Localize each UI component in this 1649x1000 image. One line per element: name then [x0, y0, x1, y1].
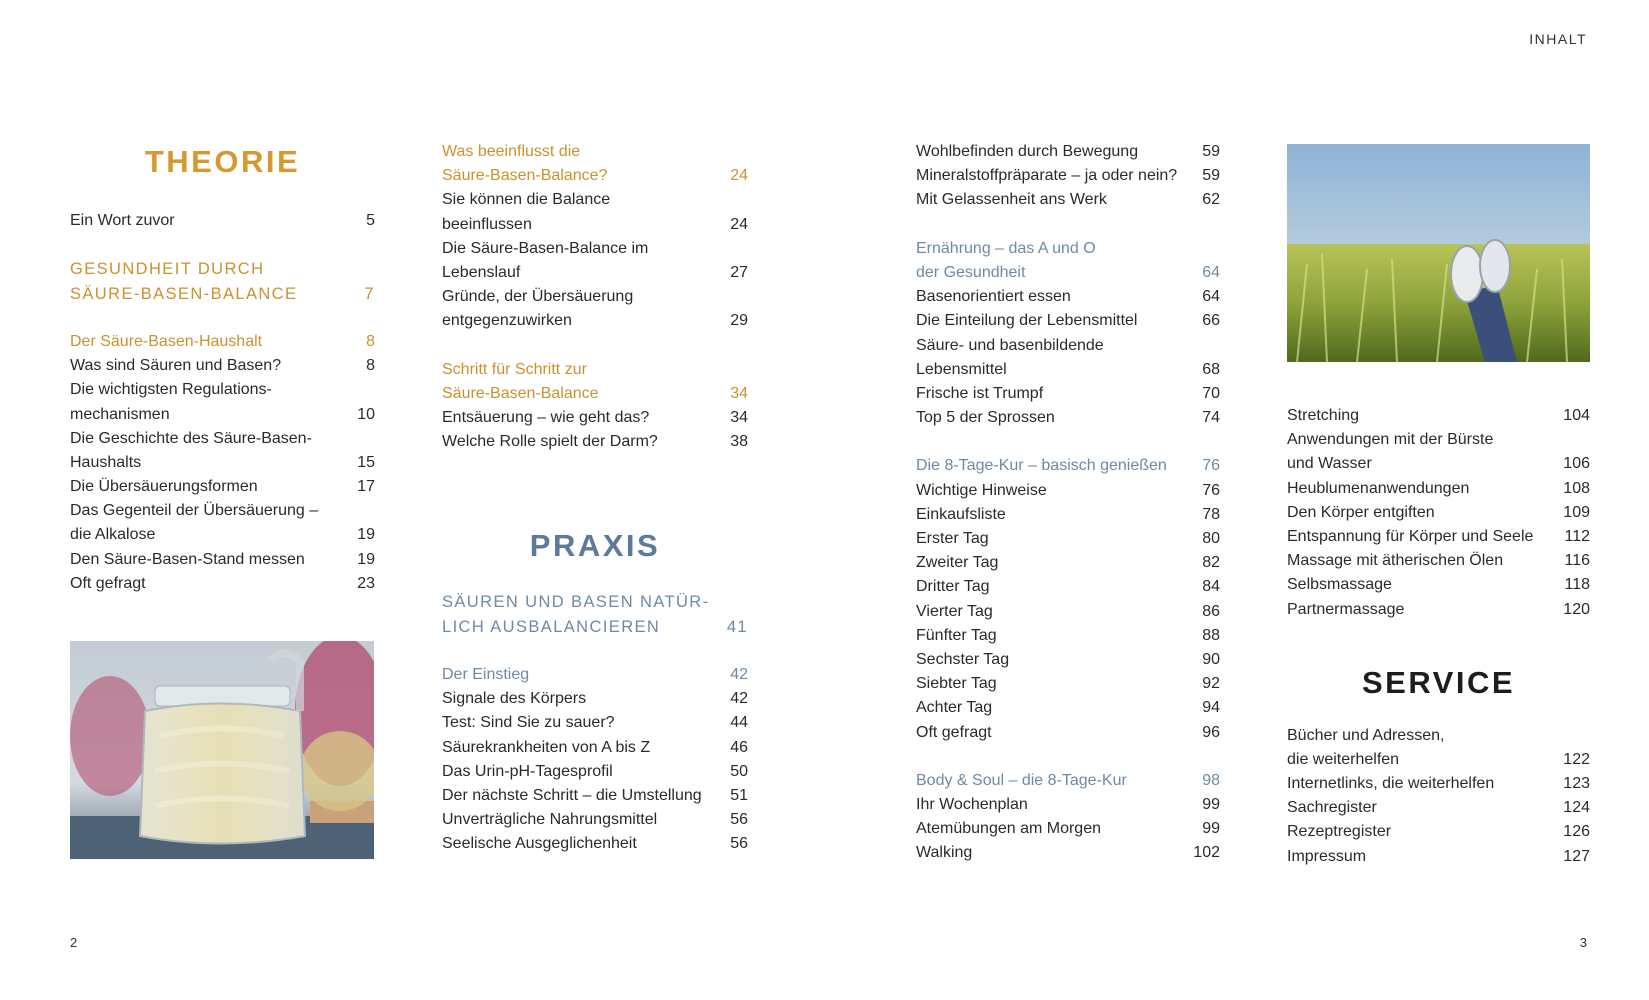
toc-chapter: SÄURE-BASEN-BALANCE 7 [70, 284, 375, 303]
toc-entry: Die Übersäuerungsformen 17 [70, 478, 375, 496]
toc-entry: und Wasser 106 [1287, 455, 1590, 473]
toc-subchapter: Die 8-Tage-Kur – basisch genießen 76 [916, 457, 1220, 475]
toc-entry: Bücher und Adressen, [1287, 726, 1445, 744]
toc-entry: Ein Wort zuvor 5 [70, 212, 375, 229]
toc-subchapter: Säure-Basen-Balance 34 [442, 384, 748, 402]
toc-entry: Oft gefragt 23 [70, 574, 375, 592]
toc-entry: Test: Sind Sie zu sauer? 44 [442, 714, 748, 732]
toc-entry: Den Körper entgiften 109 [1287, 503, 1590, 521]
toc-entry: Atemübungen am Morgen 99 [916, 820, 1220, 838]
toc-entry: Die wichtigsten Regulations- [70, 381, 272, 399]
toc-subchapter: Säure-Basen-Balance? 24 [442, 167, 748, 185]
toc-subchapter: Body & Soul – die 8-Tage-Kur 98 [916, 771, 1220, 789]
toc-entry: entgegenzuwirken 29 [442, 312, 748, 330]
toc-entry: Sechster Tag 90 [916, 650, 1220, 668]
page-number-left: 2 [70, 935, 78, 950]
toc-entry: Entspannung für Körper und Seele 112 [1287, 527, 1590, 545]
toc-entry: Mineralstoffpräparate – ja oder nein? 59 [916, 167, 1220, 185]
toc-subchapter: Was beeinflusst die [442, 143, 581, 160]
toc-column-1 [70, 0, 375, 596]
toc-entry: Die Säure-Basen-Balance im [442, 239, 649, 257]
toc-entry: Achter Tag 94 [916, 699, 1220, 717]
toc-entry: Frische ist Trumpf 70 [916, 384, 1220, 402]
toc-entry: Haushalts 15 [70, 453, 375, 471]
toc-entry: Impressum 127 [1287, 847, 1590, 865]
toc-entry: Die Einteilung der Lebensmittel 66 [916, 312, 1220, 330]
toc-entry: Fünfter Tag 88 [916, 626, 1220, 644]
toc-entry: Seelische Ausgeglichenheit 56 [442, 835, 748, 853]
toc-entry: Wichtige Hinweise 76 [916, 481, 1220, 499]
toc-chapter: LICH AUSBALANCIEREN 41 [442, 617, 748, 636]
toc-entry: Dritter Tag 84 [916, 578, 1220, 596]
toc-entry: Selbsmassage 118 [1287, 576, 1590, 594]
toc-entry: Anwendungen mit der Bürste [1287, 431, 1494, 449]
toc-entry: Gründe, der Übersäuerung [442, 288, 634, 306]
toc-entry: Vierter Tag 86 [916, 602, 1220, 620]
section-title-service: SERVICE [1361, 664, 1516, 700]
toc-entry: Wohlbefinden durch Bewegung 59 [916, 143, 1220, 160]
toc-entry: Einkaufsliste 78 [916, 505, 1220, 523]
toc-entry: Säure- und basenbildende [916, 336, 1104, 354]
toc-entry: Säurekrankheiten von A bis Z 46 [442, 738, 748, 756]
running-header: INHALT [1529, 31, 1587, 47]
toc-entry: Lebensmittel 68 [916, 360, 1220, 378]
toc-entry: Massage mit ätherischen Ölen 116 [1287, 552, 1590, 570]
toc-entry: Das Gegenteil der Übersäuerung – [70, 502, 319, 520]
toc-entry: Zweiter Tag 82 [916, 554, 1220, 572]
toc-entry: Siebter Tag 92 [916, 675, 1220, 693]
toc-entry: beeinflussen 24 [442, 215, 748, 233]
toc-entry: Sachregister 124 [1287, 799, 1590, 817]
toc-entry: Lebenslauf 27 [442, 263, 748, 281]
toc-subchapter: der Gesundheit 64 [916, 263, 1220, 281]
toc-column-2 [442, 0, 748, 857]
toc-entry: Heublumenanwendungen 108 [1287, 479, 1590, 497]
toc-entry: Partnermassage 120 [1287, 600, 1590, 618]
toc-entry: Die Geschichte des Säure-Basen- [70, 429, 312, 447]
toc-entry: mechanismen 10 [70, 405, 375, 423]
toc-entry: die weiterhelfen 122 [1287, 750, 1590, 768]
toc-subchapter: Ernährung – das A und O [916, 239, 1096, 257]
toc-entry: Stretching 104 [1287, 407, 1590, 424]
toc-entry: die Alkalose 19 [70, 526, 375, 544]
toc-entry: Entsäuerung – wie geht das? 34 [442, 409, 748, 427]
toc-entry: Sie können die Balance [442, 191, 611, 209]
toc-entry: Top 5 der Sprossen 74 [916, 409, 1220, 427]
toc-entry: Signale des Körpers 42 [442, 690, 748, 708]
toc-entry: Der nächste Schritt – die Umstellung 51 [442, 786, 748, 804]
section-title-theorie: THEORIE [144, 144, 301, 179]
toc-entry: Internetlinks, die weiterhelfen 123 [1287, 775, 1590, 793]
toc-entry: Mit Gelassenheit ans Werk 62 [916, 191, 1220, 209]
toc-subchapter: Der Säure-Basen-Haushalt 8 [70, 332, 375, 350]
toc-entry: Ihr Wochenplan 99 [916, 796, 1220, 814]
toc-column-3 [916, 0, 1220, 866]
toc-entry: Walking 102 [916, 844, 1220, 862]
toc-entry: Erster Tag 80 [916, 530, 1220, 547]
toc-chapter: GESUNDHEIT DURCH [70, 260, 265, 279]
toc-entry: Oft gefragt 96 [916, 723, 1220, 741]
toc-subchapter: Schritt für Schritt zur [442, 360, 587, 378]
page-number-right: 3 [1579, 935, 1587, 950]
toc-chapter: SÄUREN UND BASEN NATÜR- [442, 593, 710, 612]
toc-entry: Was sind Säuren und Basen? 8 [70, 357, 375, 375]
toc-entry: Unverträgliche Nahrungsmittel 56 [442, 811, 748, 829]
toc-column-4 [1287, 0, 1590, 869]
sprouts-jar-photo [70, 641, 374, 859]
toc-entry: Den Säure-Basen-Stand messen 19 [70, 550, 375, 568]
toc-entry: Basenorientiert essen 64 [916, 288, 1220, 306]
toc-entry: Welche Rolle spielt der Darm? 38 [442, 433, 748, 451]
toc-entry: Rezeptregister 126 [1287, 823, 1590, 841]
section-title-praxis: PRAXIS [529, 528, 661, 564]
toc-subchapter: Der Einstieg 42 [442, 666, 748, 683]
toc-entry: Das Urin-pH-Tagesprofil 50 [442, 762, 748, 780]
